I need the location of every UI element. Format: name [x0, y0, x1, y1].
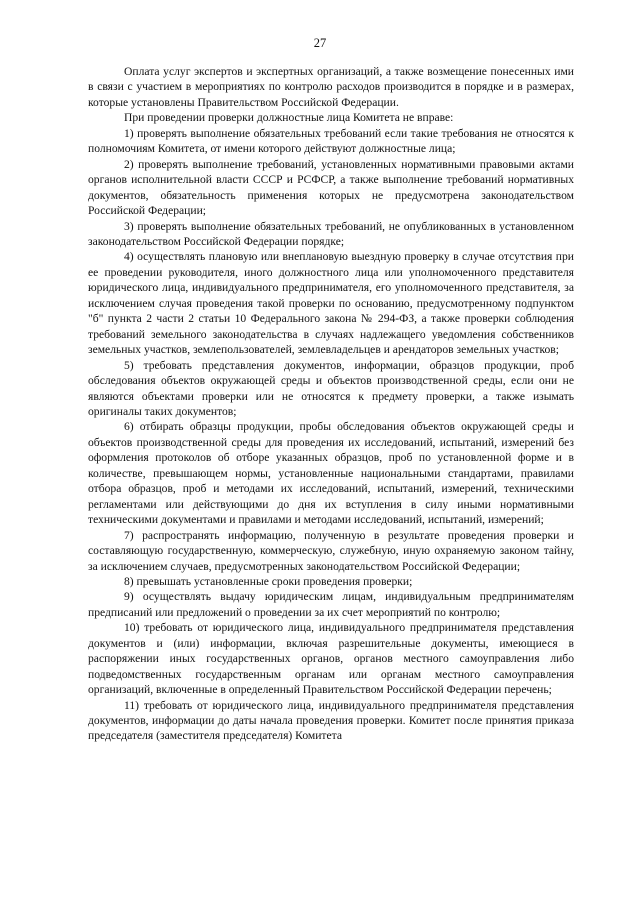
- page-number: 27: [313, 36, 327, 50]
- list-item-2: 2) проверять выполнение требований, установленных нормативными правовыми актами органов исполнительной власти СССР и РСФСР, а также выполнение требований нормативных документов, обязательность применения которых не предусмотрена законодательством Российской Федерации;: [88, 157, 574, 218]
- paragraph-prohibitions-intro: При проведении проверки должностные лица Комитета не вправе:: [124, 111, 454, 125]
- document-body: [88, 64, 574, 744]
- list-item-11: 11) требовать от юридического лица, индивидуального предпринимателя представления документов, информации до даты начала проведения проверки. Комитет после принятия приказа председателя (заместителя председателя) Комитета: [88, 698, 574, 743]
- list-item-10: 10) требовать от юридического лица, индивидуального предпринимателя представления документов и (или) информации, включая разрешительные документы, имеющиеся в распоряжении иных государственных органов, органов местного самоуправления либо подведомственных государственным органам или органам местного самоуправления организаций, включенные в определенный Правительством Российской Федерации перечень;: [88, 621, 574, 697]
- list-item-7: 7) распространять информацию, полученную в результате проведения проверки и составляющую государственную, коммерческую, служебную, иную охраняемую законом тайну, за исключением случаев, предусмотренных законодательством Российской Федерации;: [88, 528, 574, 573]
- list-item-6: 6) отбирать образцы продукции, пробы обследования объектов окружающей среды и объектов производственной среды для проведения их исследований, испытаний, измерений без оформления протоколов об отборе указанных образцов, проб по установленной форме и в количестве, превышающем нормы, установленные национальными стандартами, правилами отбора образцов, проб и методами их исследований, испытаний, измерений, техническими регламентами или действующими до дня их вступления в силу иными нормативными техническими документами и правилами и методами исследований, испытаний, измерений;: [88, 420, 574, 527]
- list-item-9: 9) осуществлять выдачу юридическим лицам, индивидуальным предпринимателям предписаний или предложений о проведении за их счет мероприятий по контролю;: [88, 590, 574, 619]
- list-item-1: 1) проверять выполнение обязательных требований если такие требования не относятся к полномочиям Комитета, от имени которого действуют должностные лица;: [88, 126, 574, 156]
- list-item-3: 3) проверять выполнение обязательных требований, не опубликованных в установленном законодательством Российской Федерации порядке;: [88, 219, 574, 248]
- list-item-8: 8) превышать установленные сроки проведения проверки;: [124, 574, 413, 588]
- list-item-5: 5) требовать представления документов, информации, образцов продукции, проб обследования объектов окружающей среды и объектов производственной среды, если они не являются объектами проверки или не относятся к предмету проверки, а также изымать оригиналы таких документов;: [88, 358, 574, 418]
- list-item-4: 4) осуществлять плановую или внеплановую выездную проверку в случае отсутствия при ее проведении руководителя, иного должностного лица или уполномоченного представителя юридического лица, индивидуального предпринимателя, его уполномоченного представителя, за исключением случая проведения такой проверки по основанию, предусмотренному подпунктом "б" пункта 2 части 2 статьи 10 Федерального закона № 294-ФЗ, а также проверки соблюдения требований земельного законодательства в случаях надлежащего уведомления собственников земельных участков, землепользователей, землевладельцев и арендаторов земельных участков;: [88, 250, 574, 357]
- paragraph-expert-fees: Оплата услуг экспертов и экспертных организаций, а также возмещение понесенных ими в связи с участием в мероприятиях по контролю расходов производится в порядке и в размерах, которые установлены Правительством Российской Федерации.: [88, 65, 574, 109]
